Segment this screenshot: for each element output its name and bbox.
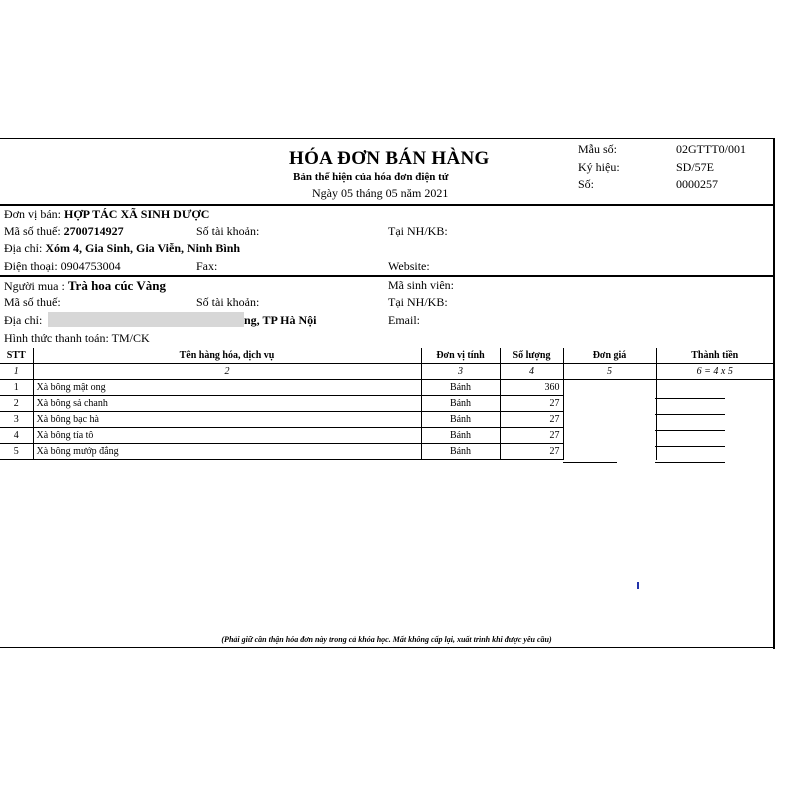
col-header-stt: STT bbox=[0, 348, 33, 364]
row-stt: 1 bbox=[0, 380, 33, 396]
buyer-tax-label: Mã số thuế: bbox=[4, 295, 61, 309]
redacted-address-block bbox=[48, 312, 244, 327]
row-unit: Bánh bbox=[421, 380, 500, 396]
payment-row bbox=[4, 331, 150, 346]
invoice-date: Ngày 05 tháng 05 năm 2021 bbox=[312, 186, 449, 200]
row-unit: Bánh bbox=[421, 396, 500, 412]
total-underline bbox=[655, 462, 725, 463]
seller-address-row bbox=[4, 241, 240, 256]
row-name: Xà bông tía tô bbox=[33, 428, 421, 444]
mau-so-label: Mẫu số: bbox=[578, 142, 617, 156]
buyer-name-label: Người mua : bbox=[4, 279, 65, 293]
total-underline bbox=[655, 414, 725, 415]
buyer-address-value: ng, TP Hà Nội bbox=[244, 313, 317, 327]
row-qty: 27 bbox=[500, 412, 563, 428]
index-cell: 6 = 4 x 5 bbox=[656, 364, 773, 380]
row-name: Xà bông sả chanh bbox=[33, 396, 421, 412]
seller-address-value: Xóm 4, Gia Sinh, Gia Viễn, Ninh Bình bbox=[45, 241, 241, 255]
col-header-total: Thành tiền bbox=[656, 348, 773, 364]
so-value: 0000257 bbox=[676, 177, 718, 191]
payment-value: TM/CK bbox=[111, 331, 150, 345]
row-qty: 360 bbox=[500, 380, 563, 396]
row-price bbox=[563, 428, 656, 444]
seller-bank-label: Tại NH/KB: bbox=[388, 224, 448, 238]
seller-tax-label: Mã số thuế: bbox=[4, 224, 61, 238]
seller-name-value: HỢP TÁC XÃ SINH DƯỢC bbox=[64, 207, 210, 221]
total-underline bbox=[655, 430, 725, 431]
buyer-email-label: Email: bbox=[388, 313, 420, 327]
table-row bbox=[0, 380, 773, 396]
header-divider bbox=[0, 204, 773, 206]
buyer-account-label: Số tài khoản: bbox=[196, 295, 260, 309]
items-table bbox=[0, 348, 773, 460]
buyer-address-label: Địa chỉ: bbox=[4, 313, 43, 327]
row-unit: Bánh bbox=[421, 428, 500, 444]
index-cell: 2 bbox=[33, 364, 421, 380]
col-header-name: Tên hàng hóa, dịch vụ bbox=[33, 348, 421, 364]
col-header-price: Đơn giá bbox=[563, 348, 656, 364]
seller-name-row bbox=[4, 207, 209, 222]
invoice-subtitle: Bản thể hiện của hóa đơn điện tử bbox=[293, 171, 449, 183]
seller-divider bbox=[0, 275, 773, 277]
total-underline bbox=[655, 398, 725, 399]
row-stt: 5 bbox=[0, 444, 33, 460]
seller-website-label: Website: bbox=[388, 259, 430, 273]
total-underline bbox=[655, 446, 725, 447]
invoice-document bbox=[0, 138, 775, 649]
table-index-row bbox=[0, 364, 773, 380]
buyer-name-value: Trà hoa cúc Vàng bbox=[67, 278, 166, 293]
row-stt: 2 bbox=[0, 396, 33, 412]
seller-phone-label: Điện thoại: bbox=[4, 259, 58, 273]
row-price bbox=[563, 396, 656, 412]
row-name: Xà bông bạc hà bbox=[33, 412, 421, 428]
row-qty: 27 bbox=[500, 428, 563, 444]
seller-fax-label: Fax: bbox=[196, 259, 218, 273]
seller-tax-value: 2700714927 bbox=[63, 224, 124, 238]
invoice-title: HÓA ĐƠN BÁN HÀNG bbox=[289, 148, 490, 169]
row-name: Xà bông mướp đắng bbox=[33, 444, 421, 460]
blue-mark bbox=[637, 582, 639, 589]
index-cell: 3 bbox=[421, 364, 500, 380]
seller-address-label: Địa chỉ: bbox=[4, 241, 43, 255]
row-name: Xà bông mật ong bbox=[33, 380, 421, 396]
col-header-qty: Số lượng bbox=[500, 348, 563, 364]
footer-note: (Phải giữ cần thận hóa đơn này trong cả khóa học. Mất không cấp lại, xuất trình khi được yêu cầu) bbox=[221, 635, 552, 644]
seller-phone-row bbox=[4, 259, 121, 274]
table-header-row bbox=[0, 348, 773, 364]
seller-name-label: Đơn vị bán: bbox=[4, 207, 62, 221]
seller-phone-value: 0904753004 bbox=[60, 259, 121, 273]
index-cell: 1 bbox=[0, 364, 33, 380]
price-underline bbox=[563, 462, 617, 463]
row-unit: Bánh bbox=[421, 444, 500, 460]
index-cell: 5 bbox=[563, 364, 656, 380]
row-total bbox=[656, 380, 773, 396]
seller-account-label: Số tài khoản: bbox=[196, 224, 260, 238]
row-stt: 4 bbox=[0, 428, 33, 444]
payment-label: Hình thức thanh toán: bbox=[4, 331, 109, 345]
bottom-border bbox=[0, 647, 773, 648]
row-price bbox=[563, 444, 656, 460]
ky-hieu-value: SD/57E bbox=[676, 160, 715, 174]
buyer-name-row bbox=[4, 278, 166, 294]
index-cell: 4 bbox=[500, 364, 563, 380]
row-price bbox=[563, 412, 656, 428]
seller-tax-row bbox=[4, 224, 124, 239]
row-stt: 3 bbox=[0, 412, 33, 428]
row-unit: Bánh bbox=[421, 412, 500, 428]
col-header-unit: Đơn vị tính bbox=[421, 348, 500, 364]
row-qty: 27 bbox=[500, 396, 563, 412]
row-qty: 27 bbox=[500, 444, 563, 460]
mau-so-value: 02GTTT0/001 bbox=[676, 142, 746, 156]
row-price bbox=[563, 380, 656, 396]
so-label: Số: bbox=[578, 177, 595, 191]
buyer-student-label: Mã sinh viên: bbox=[388, 278, 454, 292]
ky-hieu-label: Ký hiệu: bbox=[578, 160, 620, 174]
buyer-bank-label: Tại NH/KB: bbox=[388, 295, 448, 309]
